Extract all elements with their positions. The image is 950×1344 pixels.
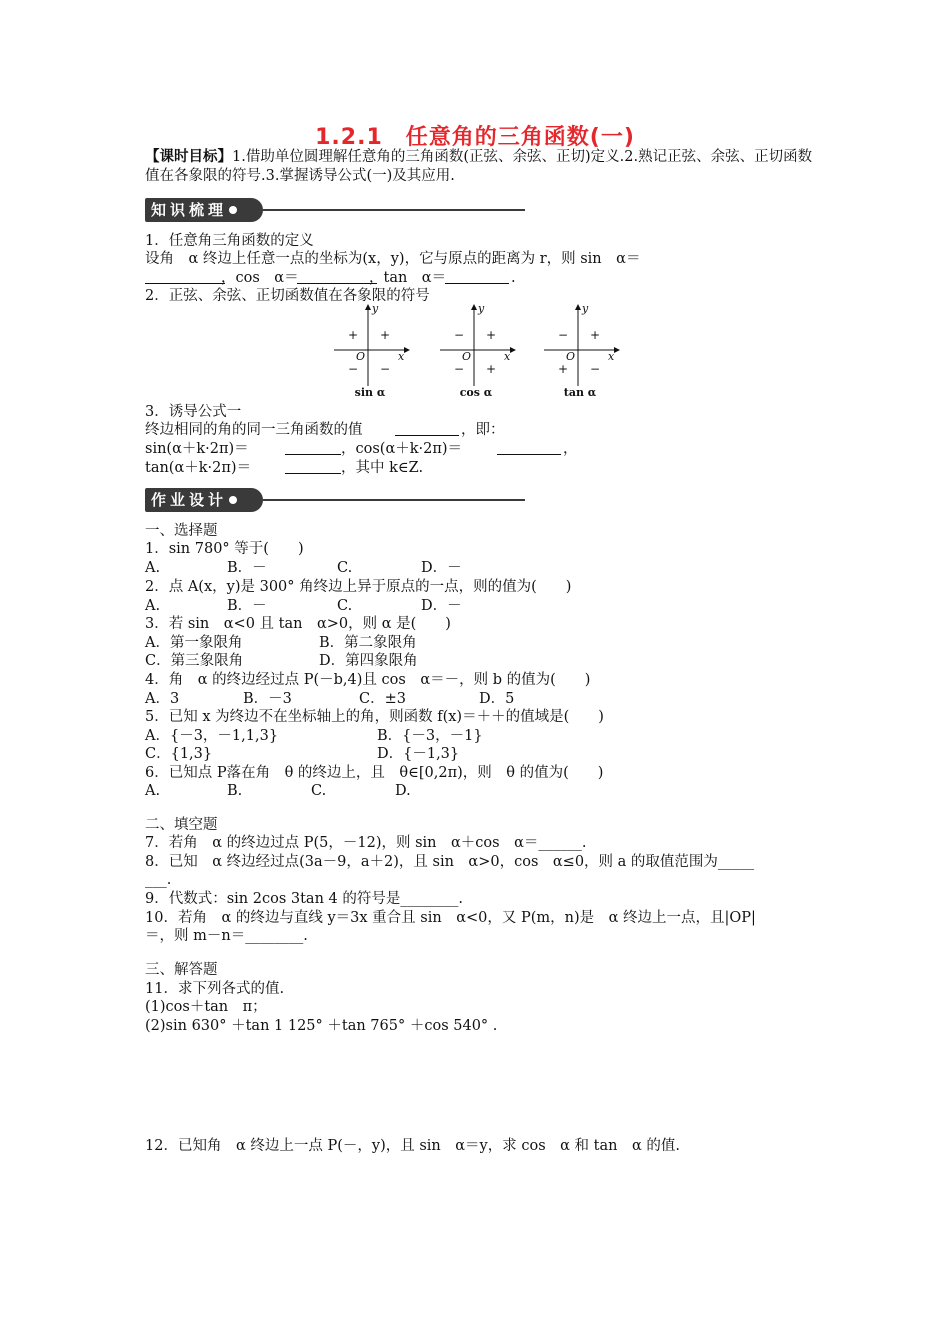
option-d[interactable]: D．－ [421, 598, 462, 614]
quadrant-4-sign: + [486, 362, 497, 376]
option-c[interactable]: C．±3 [359, 691, 406, 707]
question-6-options [145, 782, 810, 801]
answer-blank[interactable] [395, 421, 459, 436]
part2-heading: 二、填空题 [145, 817, 218, 833]
question-2: 2．点 A(x，y)是 300° 角终边上异于原点的一点，则的值为( ) [145, 579, 572, 595]
option-a[interactable]: A. [145, 783, 161, 799]
quadrant-1-sign: + [380, 328, 391, 342]
answer-blank[interactable] [497, 440, 561, 455]
question-3-options-row1 [145, 634, 810, 653]
page-title: 1.2.1 任意角的三角函数(一) [315, 125, 635, 150]
section-rule [263, 499, 525, 501]
question-5: 5．已知 x 为终边不在坐标轴上的角，则函数 f(x)＝＋＋的值域是( ) [145, 709, 604, 725]
answer-blank[interactable] [285, 459, 341, 474]
quadrant-3-sign: − [454, 362, 465, 376]
option-c[interactable]: C. [337, 560, 353, 576]
k3-end: ，其中 k∈Z. [341, 460, 424, 476]
answer-blank[interactable] [285, 440, 341, 455]
question-8: 8．已知 α 终边经过点(3a－9，a＋2)，且 sin α>0，cos α≤0，则 a 的取值范围为_____ [145, 854, 755, 870]
option-a[interactable]: A. [145, 598, 161, 614]
option-d[interactable]: D．5 [479, 691, 515, 707]
quadrant-3-sign: − [348, 362, 359, 376]
k3-line1-end: ，即： [461, 422, 505, 438]
question-11-part1: (1)cos＋tan π； [145, 999, 267, 1015]
option-b[interactable]: B．－3 [243, 691, 292, 707]
sign-diagram-cos [436, 300, 526, 400]
option-b[interactable]: B．{－3，－1} [377, 728, 483, 744]
objective-text: 1.借助单位圆理解任意角的三角函数(正弦、余弦、正切)定义.2.熟记正弦、余弦、正切函数值在各象限的符号.3.掌握诱导公式(一)及其应用. [145, 149, 813, 184]
k3-cos: ，cos(α＋k·2π)＝ [341, 441, 463, 457]
bullet-dot-icon [229, 206, 237, 214]
option-b[interactable]: B．－ [227, 560, 267, 576]
diagram-caption: sin α [354, 386, 386, 399]
option-c[interactable]: C. [337, 598, 353, 614]
k3-line2 [145, 440, 810, 459]
diagram-caption: tan α [563, 386, 597, 399]
question-4: 4．角 α 的终边经过点 P(－b,4)且 cos α＝－，则 b 的值为( ) [145, 672, 591, 688]
question-10-cont: ＝，则 m－n＝________. [145, 928, 308, 944]
k3-line1-text: 终边相同的角的同一三角函数的值 [145, 422, 363, 438]
option-b[interactable]: B．第二象限角 [319, 635, 417, 651]
quadrant-1-sign: + [590, 328, 601, 342]
option-d[interactable]: D．{－1,3} [377, 746, 460, 762]
k1-line2 [145, 269, 810, 288]
y-axis-label: y [582, 302, 589, 315]
question-2-options [145, 597, 810, 616]
sign-diagram-sin [330, 300, 420, 400]
diagram-caption: cos α [459, 386, 493, 399]
question-5-options-row2 [145, 745, 810, 764]
k1-cos: ，cos α＝ [221, 270, 299, 286]
option-a[interactable]: A．{－3，－1,1,3} [145, 728, 279, 744]
option-d[interactable]: D．第四象限角 [319, 653, 418, 669]
option-b[interactable]: B．－ [227, 598, 267, 614]
part1-heading: 一、选择题 [145, 523, 218, 539]
quadrant-1-sign: + [486, 328, 497, 342]
answer-blank[interactable] [297, 269, 377, 284]
k1-end: . [511, 270, 516, 286]
question-3-options-row2 [145, 652, 810, 671]
sign-diagram-tan [540, 300, 630, 400]
y-axis-label: y [372, 302, 379, 315]
k1-title: 1．任意角三角函数的定义 [145, 233, 314, 249]
origin-label: O [356, 350, 366, 363]
question-1-options [145, 559, 810, 578]
quadrant-4-sign: − [590, 362, 601, 376]
k1-line1: 设角 α 终边上任意一点的坐标为(x，y)，它与原点的距离为 r，则 sin α＝ [145, 251, 641, 267]
quadrant-2-sign: − [454, 328, 465, 342]
origin-label: O [566, 350, 576, 363]
option-d[interactable]: D．－ [421, 560, 462, 576]
x-axis-label: x [398, 350, 405, 363]
question-4-options [145, 690, 810, 709]
bullet-dot-icon [229, 496, 237, 504]
part3-heading: 三、解答题 [145, 962, 218, 978]
k3-line3 [145, 459, 810, 478]
section-tag [145, 198, 263, 222]
k3-tan: tan(α＋k·2π)＝ [145, 460, 252, 476]
quadrant-2-sign: + [348, 328, 359, 342]
section-rule [263, 209, 525, 211]
question-6: 6．已知点 P落在角 θ 的终边上，且 θ∈[0,2π)，则 θ 的值为( ) [145, 765, 604, 781]
question-9: 9．代数式：sin 2cos 3tan 4 的符号是________. [145, 891, 463, 907]
option-a[interactable]: A．3 [145, 691, 180, 707]
origin-label: O [462, 350, 472, 363]
k2-title: 2．正弦、余弦、正切函数值在各象限的符号 [145, 288, 430, 304]
k3-comma: ， [563, 441, 578, 457]
quadrant-2-sign: − [558, 328, 569, 342]
question-12: 12．已知角 α 终边上一点 P(－，y)，且 sin α＝y，求 cos α 和 tan α 的值. [145, 1138, 680, 1154]
k3-title: 3．诱导公式一 [145, 404, 242, 420]
option-b[interactable]: B. [227, 783, 243, 799]
question-3: 3．若 sin α<0 且 tan α>0，则 α 是( ) [145, 616, 451, 632]
k3-sin: sin(α＋k·2π)＝ [145, 441, 249, 457]
question-8-cont: ___. [145, 872, 172, 888]
option-a[interactable]: A. [145, 560, 161, 576]
question-10: 10．若角 α 的终边与直线 y＝3x 重合且 sin α<0，又 P(m，n)是 α 终边上一点，且|OP| [145, 910, 756, 926]
option-c[interactable]: C. [311, 783, 327, 799]
x-axis-label: x [608, 350, 615, 363]
section-title-homework: 作业设计 [151, 491, 228, 509]
x-axis-label: x [504, 350, 511, 363]
k1-tan: ，tan α＝ [369, 270, 447, 286]
section-tag [145, 488, 263, 512]
lesson-objective [145, 148, 815, 185]
option-d[interactable]: D. [395, 783, 411, 799]
y-axis-label: y [478, 302, 485, 315]
answer-blank[interactable] [145, 269, 225, 284]
option-c[interactable]: C．{1,3} [145, 746, 213, 762]
k3-line1 [145, 421, 810, 440]
question-7: 7．若角 α 的终边过点 P(5，－12)，则 sin α＋cos α＝______. [145, 835, 587, 851]
question-5-options-row1 [145, 727, 810, 746]
answer-blank[interactable] [445, 269, 509, 284]
option-c[interactable]: C．第三象限角 [145, 653, 244, 669]
quadrant-3-sign: + [558, 362, 569, 376]
question-11-part2: (2)sin 630° ＋tan 1 125° ＋tan 765° ＋cos 540° . [145, 1018, 498, 1034]
objective-label: 【课时目标】 [145, 148, 232, 165]
question-1: 1．sin 780° 等于( ) [145, 541, 304, 557]
option-a[interactable]: A．第一象限角 [145, 635, 243, 651]
quadrant-4-sign: − [380, 362, 391, 376]
question-11: 11．求下列各式的值. [145, 981, 285, 997]
section-title-knowledge: 知识梳理 [151, 201, 228, 219]
